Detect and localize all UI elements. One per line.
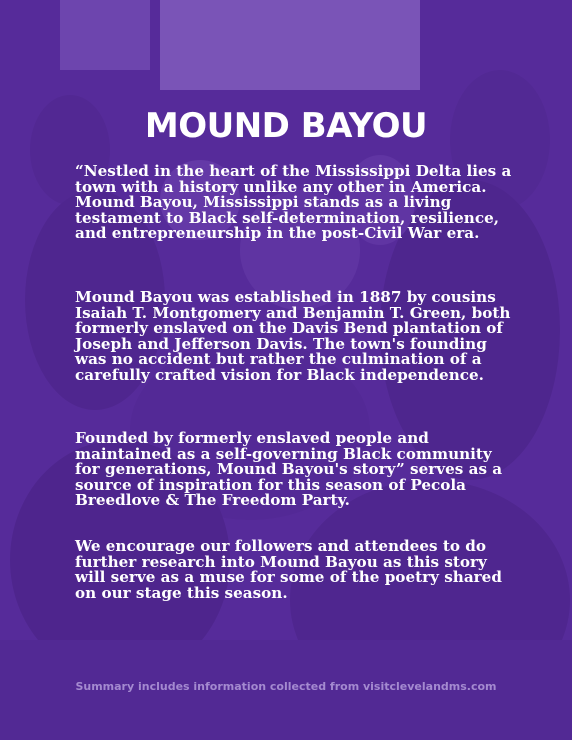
paragraph-founding: Mound Bayou was established in 1887 by cousins Isaiah T. Montgomery and Benjamin T. Green, both formerly enslaved on the Davis Bend plantation of Joseph and Jefferson Davis. The town's founding was no accident but rather the culmination of a carefully crafted vision for Black independence.: [75, 288, 511, 384]
paragraph-inspiration: Founded by formerly enslaved people and maintained as a self-governing Black community for generations, Mound Bayou's story” serves as a source of inspiration for this season of Pecola Breedlove & The Freedom Party.: [75, 429, 503, 510]
page-title: MOUND BAYOU: [144, 106, 428, 146]
source-footer: Summary includes information collected from visitclevelandms.com: [75, 680, 497, 693]
paragraph-encouragement: We encourage our followers and attendees to do further research into Mound Bayou as this story will serve as a muse for some of the poetry shared on our stage this season.: [75, 537, 502, 602]
paragraph-intro: “Nestled in the heart of the Mississippi Delta lies a town with a history unlike any other in America. Mound Bayou, Mississippi stands as a living testament to Black self-determination, resilience, and entrepreneurship in the post-Civil War era.: [75, 162, 512, 243]
